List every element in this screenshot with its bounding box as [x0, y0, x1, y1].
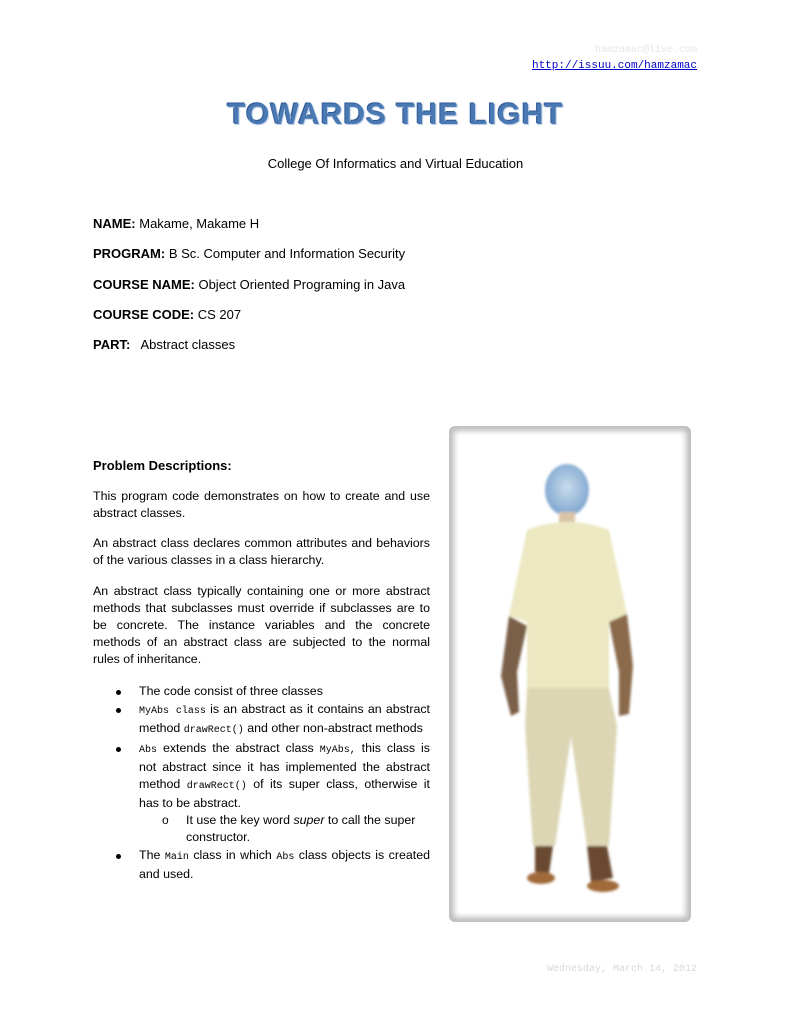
code-text: drawRect(): [183, 725, 244, 736]
walking-person-photo: [449, 426, 691, 922]
footer-date: Wednesday, March 14, 2012: [546, 964, 697, 975]
bullet-text: It use the key word: [186, 813, 294, 827]
name-label: NAME:: [93, 216, 136, 231]
program-value: B Sc. Computer and Information Security: [168, 246, 406, 261]
program-label: PROGRAM:: [93, 246, 166, 261]
bullet-item: [139, 740, 430, 846]
bullet-item: [139, 847, 430, 883]
program-field: [93, 246, 405, 261]
problem-paragraph-2: An abstract class declares common attributes and behaviors of the various classes in a class hierarchy.: [93, 536, 430, 567]
problem-paragraph-1: This program code demonstrates on how to create and use abstract classes.: [93, 489, 430, 520]
name-field: [93, 216, 259, 231]
course-code-value: CS 207: [197, 307, 242, 322]
walking-person-illustration: [449, 426, 691, 922]
document-title: TOWARDS THE LIGHT: [227, 98, 564, 131]
bullet-text: The: [139, 848, 165, 862]
bullet-item: [139, 683, 430, 700]
bullet-list: [139, 683, 430, 884]
code-text: Abs: [276, 852, 295, 863]
bullet-text: The code consist of three classes: [139, 684, 323, 698]
bullet-italic-text: super: [293, 813, 325, 827]
course-name-value: Object Oriented Programing in Java: [198, 277, 406, 292]
course-code-label: COURSE CODE:: [93, 307, 195, 322]
sub-bullet-item: [162, 812, 430, 846]
course-code-field: [93, 307, 241, 322]
code-text: Main: [164, 852, 189, 863]
sub-bullet-marker: o: [162, 813, 169, 827]
bullet-text: class objects is created and used.: [139, 848, 430, 881]
bullet-text: this class is not abstract since it has implemented the abstract method: [139, 741, 431, 791]
name-value: Makame, Makame H: [139, 216, 260, 231]
course-name-field: [93, 277, 405, 292]
part-value: Abstract classes: [140, 337, 236, 352]
bullet-item: [139, 701, 430, 739]
problem-paragraph-3: An abstract class typically containing one or more abstract methods that subclasses must override if subclasses are to be concrete. The instance variables and the concrete methods of an abstract class are subjected to the normal rules of inheritance.: [93, 584, 430, 666]
bullet-text: and other non-abstract methods: [243, 721, 423, 735]
bullet-dot: [116, 854, 121, 859]
bullet-text: extends the abstract class: [157, 741, 320, 755]
bullet-dot: [116, 708, 121, 713]
bullet-text: of its super class, otherwise it has to be abstract.: [139, 777, 430, 810]
code-text: MyAbs class: [139, 706, 206, 717]
part-field: [93, 337, 235, 352]
bullet-dot: [116, 747, 121, 752]
bullet-text: class in which: [188, 848, 277, 862]
code-text: MyAbs,: [319, 745, 356, 756]
bullet-dot: [116, 690, 121, 695]
header-link[interactable]: http://issuu.com/hamzamac: [531, 60, 697, 72]
bullet-text: is an abstract as it contains an abstract method: [139, 702, 430, 735]
bullet-text: to call the super constructor.: [186, 813, 416, 844]
college-name: College Of Informatics and Virtual Education: [267, 156, 524, 171]
part-label: PART:: [93, 337, 131, 352]
problem-heading: Problem Descriptions:: [93, 458, 232, 473]
course-name-label: COURSE NAME:: [93, 277, 195, 292]
code-text: Abs: [139, 745, 158, 756]
header-email: hamzamac@live.com: [594, 45, 697, 56]
code-text: drawRect(): [186, 781, 247, 792]
